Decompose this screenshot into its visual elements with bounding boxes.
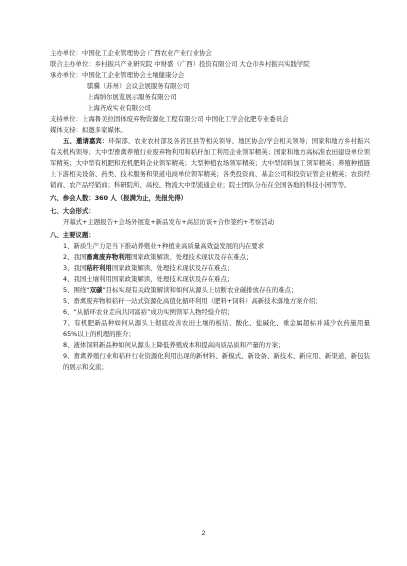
section-guests-text: 环保部、农业农村部及各省区县等相关领导、地区协会/学会相关领导；国家和地方乡村振兴有关机构领导；大中型畜禽养殖行业废弃物利用和秸秆加工利用企业领军精英；国家和地方高标准农田建设单位领军精英；大中型有机肥和充机肥料企业领军精英；大型种植农场领军精英；大中型饲料加工领军精英；养殖种植链上下游相关设备、药类、技术服务和渠道电商单位领军精英；各类投资商、基金公司和投资证管企业精英；农资经销商、农产品经销商；科研院所、高校、物流大中型流通企业；院士团队分布在全国各地的科技小园等等。	[50, 137, 370, 189]
topic-item	[50, 307, 370, 318]
topic-item	[50, 318, 370, 340]
topic-text: 国家政策解读、处理技术现状及存在难点；	[111, 264, 234, 272]
topic-emphasis: 双碳	[89, 286, 103, 294]
topic-text: 4、我国土壤利用国家政策解读、处理技术现状及存在难点；	[63, 275, 234, 283]
organizer-row	[50, 48, 370, 59]
media-label: 媒体支持：	[50, 126, 82, 134]
topic-text: 5、围绕“	[63, 286, 90, 294]
topic-emphasis: 畜禽废弃物利用	[86, 253, 131, 261]
topic-text: 1、新质生产力是当下推动养殖业+种植业高质量高效益发展的内在要求	[63, 242, 265, 250]
organizer-value: 中国化工企业管理协会 广西农业产业行业协会	[81, 49, 212, 57]
supporter-label: 支持单位：	[50, 115, 82, 123]
supporter-value: 上海鲁美拉固体废弃物资源化工程有限公司 中国化工学会化肥专业委员会	[81, 115, 289, 123]
section-attendance-title: 六、参会人数：	[50, 194, 95, 202]
co-organizer-label: 联合主办单位：	[50, 60, 95, 68]
co-undertaker-line: 上海纳尔展览展示服务有限公司	[87, 93, 177, 101]
topic-text: 6、“从循环农业走向共同富裕”成功实例领军人物经验介绍；	[63, 308, 234, 316]
topic-item	[50, 285, 370, 296]
topic-text: 8、液体饲料新品种如何从源头上降低养殖成本和提高肉质品质和产量的方案；	[63, 341, 285, 349]
section-format-text: 开幕式+主题报告+会场外展览+新品发布+高层访谈+合作签约+考察活动	[63, 218, 275, 226]
media-row	[50, 125, 370, 136]
topic-item	[50, 252, 370, 263]
topic-text: 3、我国	[63, 264, 87, 272]
section-topics-title: 八、主要议题：	[50, 231, 95, 239]
undertaker-row	[50, 70, 370, 81]
topic-item	[50, 263, 370, 274]
co-undertaker-line: 骐骥（苏州）会议会展服务有限公司	[87, 82, 190, 90]
topic-item	[50, 296, 370, 307]
organizer-label: 主办单位：	[50, 49, 82, 57]
topic-text: 9、畜禽养殖行业和秸秆行业资源化利用出现的新材料、新模式、新设备、新技术、新应用、新渠道、新包装的展示和交流；	[63, 352, 370, 371]
topic-text: 2、我国	[63, 253, 87, 261]
topic-item	[50, 274, 370, 285]
page-number: 2	[201, 530, 206, 537]
undertaker-value: 中国化工企业管理协会土壤健康分会	[81, 71, 185, 79]
topic-text: ”目标实现有关政策解读和如何从源头上切断农业碳排放存在的难点；	[102, 286, 298, 294]
section-guests	[50, 136, 370, 191]
media-value: 拟邀多家媒体。	[81, 126, 127, 134]
topic-item	[50, 340, 370, 351]
section-attendance	[50, 193, 370, 204]
topic-item	[50, 241, 370, 252]
co-organizer-row	[50, 59, 370, 70]
section-attendance-value: 360 人（报满为止，先报先得）	[94, 194, 187, 202]
topic-text: 7、有机肥新品种如何从源头上彻底改善农田土壤的板结、酸化、盐碱化、重金属超标并减少农药施用量 65%以上的机理的推介；	[63, 319, 370, 338]
co-undertaker-line: 上海齐成实业有限公司	[87, 104, 151, 112]
co-organizer-value: 乡村振兴产业研究院 中财盛（广西）投资有限公司 大仓市乡村振兴实践学院	[94, 60, 310, 68]
topic-text: 国家政策解读、处理技术现状及存在难点；	[130, 253, 253, 261]
topic-emphasis: 秸秆利用	[86, 264, 112, 272]
undertaker-label: 承办单位：	[50, 71, 82, 79]
supporter-row	[50, 114, 370, 125]
page-content	[50, 48, 370, 373]
section-format-title: 七、大会形式：	[50, 207, 95, 215]
topic-item	[50, 351, 370, 373]
topic-text: 5、畜禽废弃物和秸秆一站式资源化高值化循环利用（肥料+饲料）高新技术落地方案介绍；	[63, 297, 322, 305]
section-guests-title: 五、邀请嘉宾：	[63, 137, 109, 145]
